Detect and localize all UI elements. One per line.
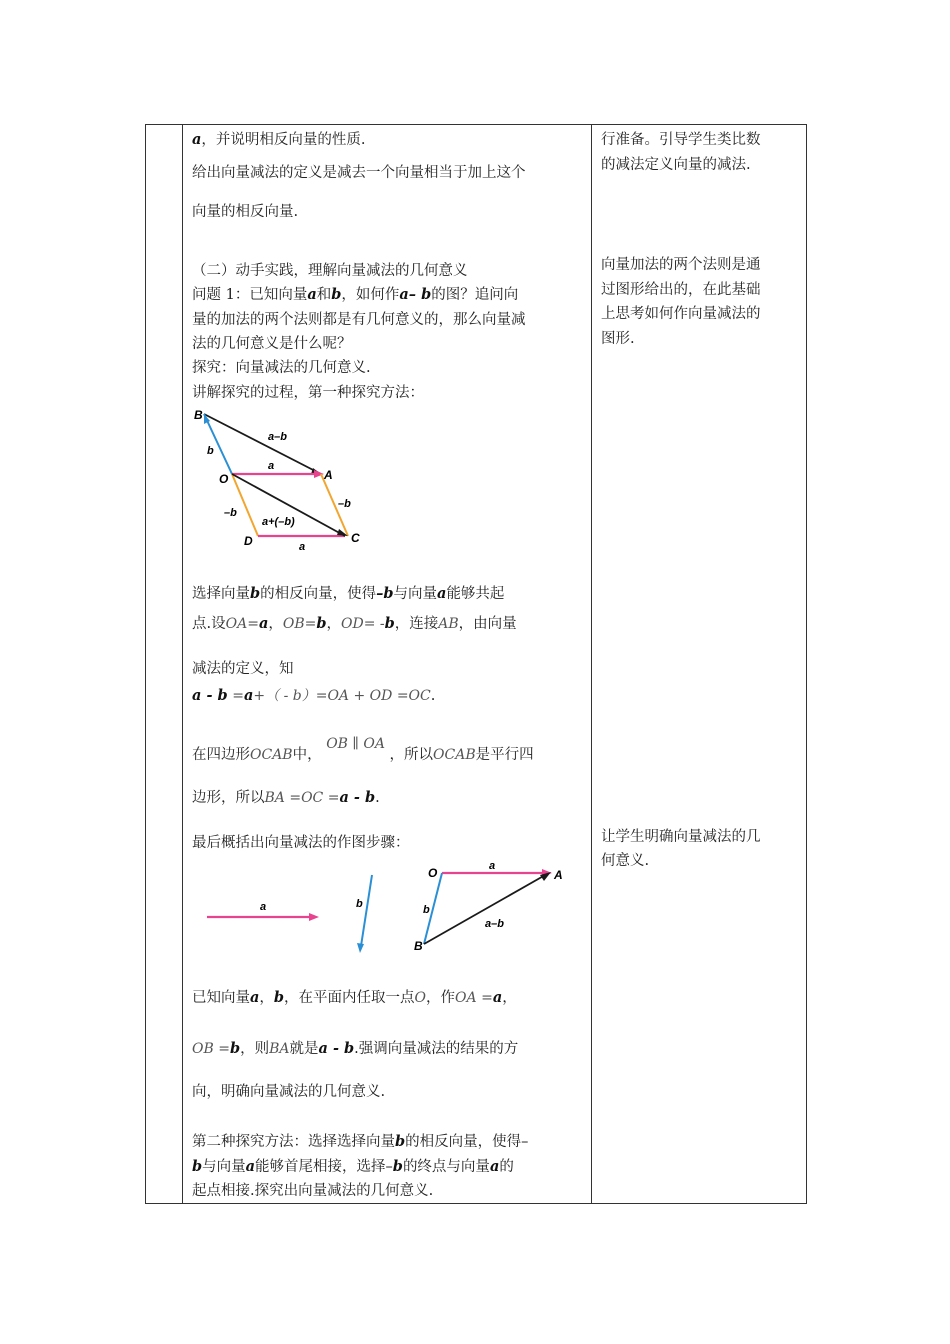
text-line: 向量的相反向量. — [192, 204, 299, 220]
label-a-plus-neg-b: a+(–b) — [262, 516, 295, 528]
label-B: B — [414, 939, 423, 953]
text-line: 向，明确向量减法的几何意义. — [192, 1084, 386, 1100]
text-line: 最后概括出向量减法的作图步骤： — [192, 835, 410, 851]
note-line: 上思考如何作向量减法的 — [601, 306, 761, 322]
label-a-minus-b: a–b — [485, 918, 504, 930]
label-A: A — [324, 468, 333, 482]
note-line: 图形. — [601, 331, 635, 347]
section-heading: （二）动手实践，理解向量减法的几何意义 — [192, 263, 468, 279]
text-line: 已知向量a，b，在平面内任取一点O，作OA =a， — [192, 989, 517, 1006]
text-line: 边形，所以BA =OC =a - b. — [192, 789, 380, 806]
column-divider — [182, 125, 183, 1203]
text-line: 给出向量减法的定义是减去一个向量相当于加上这个 — [192, 165, 526, 181]
label-neg-b-right: –b — [338, 498, 351, 510]
label-A: A — [554, 868, 563, 882]
vector-b — [204, 414, 232, 474]
text-line: 第二种探究方法：选择选择向量b的相反向量，使得– — [192, 1133, 529, 1150]
column-divider — [591, 125, 592, 1203]
text-line: 量的加法的两个法则都是有几何意义的，那么向量减 — [192, 312, 526, 328]
vector-neg-b-left — [232, 474, 258, 536]
parallelogram-figure — [190, 405, 370, 555]
label-a: a — [260, 901, 267, 913]
note-line: 何意义. — [601, 853, 650, 869]
note-line: 行准备。引导学生类比数 — [601, 132, 761, 148]
note-line: 过图形给出的，在此基础 — [601, 282, 761, 298]
question-line: 问题 1：已知向量a和b，如何作a– b的图？追问向 — [192, 286, 519, 303]
equation: a - b =a+（ - b）=OA + OD =OC. — [192, 687, 436, 704]
label-neg-b-left: –b — [224, 507, 237, 519]
text-line: 点.设OA=a，OB=b，OD= -b，连接AB，由向量 — [192, 615, 517, 632]
label-b-side: b — [423, 904, 430, 916]
label-D: D — [244, 534, 253, 548]
label-a-bottom: a — [299, 541, 306, 553]
label-b: b — [356, 898, 363, 910]
label-C: C — [351, 531, 360, 545]
text-line: OB =b，则BA就是a - b.强调向量减法的结果的方 — [192, 1040, 519, 1057]
label-a-minus-b: a–b — [268, 431, 287, 443]
note-line: 的减法定义向量的减法. — [601, 157, 751, 173]
label-O: O — [219, 472, 229, 486]
text-line: 法的几何意义是什么呢？ — [192, 336, 352, 352]
text-line: 减法的定义，知 — [192, 661, 294, 677]
text-line: 在四边形OCAB中， OB ∥ OA ，所以OCAB是平行四 — [192, 736, 534, 763]
text-line: 探究：向量减法的几何意义. — [192, 360, 371, 376]
note-line: 向量加法的两个法则是通 — [601, 257, 761, 273]
label-a-top: a — [268, 460, 275, 472]
label-a-top: a — [489, 860, 496, 872]
subtraction-steps-figure — [195, 860, 575, 960]
text-line: 起点相接.探究出向量减法的几何意义. — [192, 1183, 434, 1199]
text-line: 讲解探究的过程，第一种探究方法： — [192, 385, 424, 401]
text-line: b与向量a能够首尾相接，选择–b的终点与向量a的 — [192, 1158, 514, 1175]
text-line: a，并说明相反向量的性质. — [192, 131, 366, 148]
label-O: O — [428, 866, 438, 880]
arrowhead — [309, 913, 319, 921]
vector-a-minus-b — [204, 414, 321, 474]
text-line: 选择向量b的相反向量，使得–b与向量a能够共起 — [192, 585, 505, 602]
note-line: 让学生明确向量减法的几 — [601, 829, 761, 845]
vector-ba — [424, 874, 547, 944]
label-b: b — [207, 445, 214, 457]
label-B: B — [194, 408, 203, 422]
arrowhead — [357, 943, 364, 953]
vector-b — [361, 875, 372, 946]
